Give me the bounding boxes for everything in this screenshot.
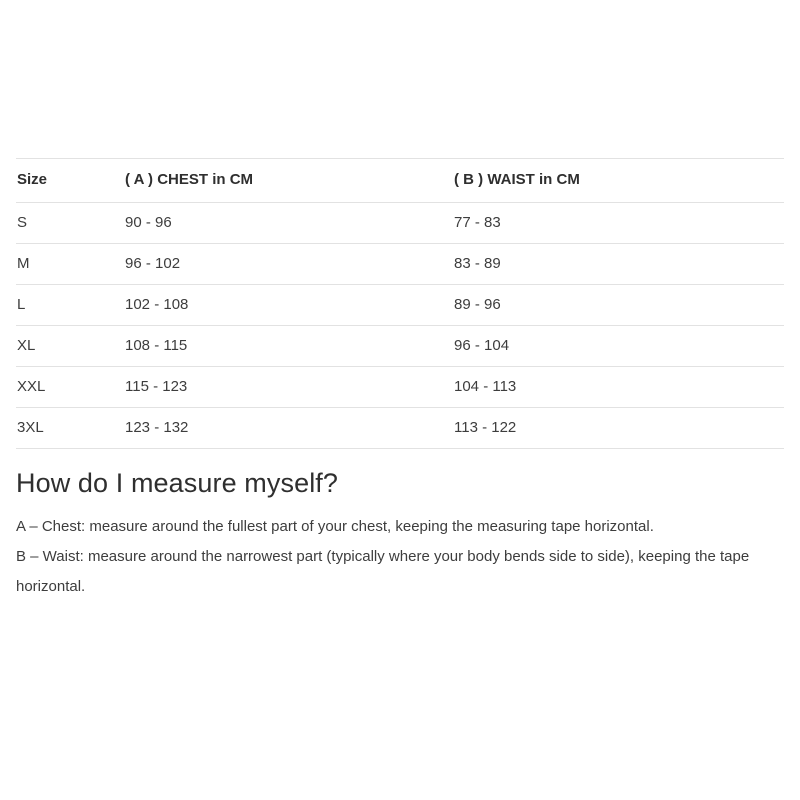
cell-chest: 123 - 132 [109,408,454,449]
cell-chest: 90 - 96 [109,203,454,244]
table-row [16,203,784,244]
cell-waist: 89 - 96 [454,285,784,326]
cell-chest: 96 - 102 [109,244,454,285]
cell-size: L [16,285,109,326]
cell-chest: 108 - 115 [109,326,454,367]
table-row [16,408,784,449]
size-guide-content [16,158,784,602]
column-header-size: Size [16,159,109,203]
table-header-row [16,159,784,203]
cell-size: S [16,203,109,244]
cell-size: XL [16,326,109,367]
cell-chest: 102 - 108 [109,285,454,326]
chest-instruction-text: A – Chest: measure around the fullest part of your chest, keeping the measuring tape horizontal. [16,518,654,535]
table-row [16,285,784,326]
size-chart-table [16,158,784,449]
table-row [16,244,784,285]
cell-waist: 96 - 104 [454,326,784,367]
cell-waist: 83 - 89 [454,244,784,285]
table-row [16,326,784,367]
table-row [16,367,784,408]
cell-size: 3XL [16,408,109,449]
table-body [16,203,784,449]
cell-size: M [16,244,109,285]
cell-waist: 104 - 113 [454,367,784,408]
waist-instruction-text: B – Waist: measure around the narrowest part (typically where your body bends side to side), keeping the tape horizontal. [16,548,750,595]
cell-chest: 115 - 123 [109,367,454,408]
cell-waist: 77 - 83 [454,203,784,244]
column-header-waist: ( B ) WAIST in CM [454,159,784,203]
column-header-chest: ( A ) CHEST in CM [109,159,454,203]
cell-waist: 113 - 122 [454,408,784,449]
table-header [16,159,784,203]
section-heading: How do I measure myself? [16,468,339,498]
cell-size: XXL [16,367,109,408]
